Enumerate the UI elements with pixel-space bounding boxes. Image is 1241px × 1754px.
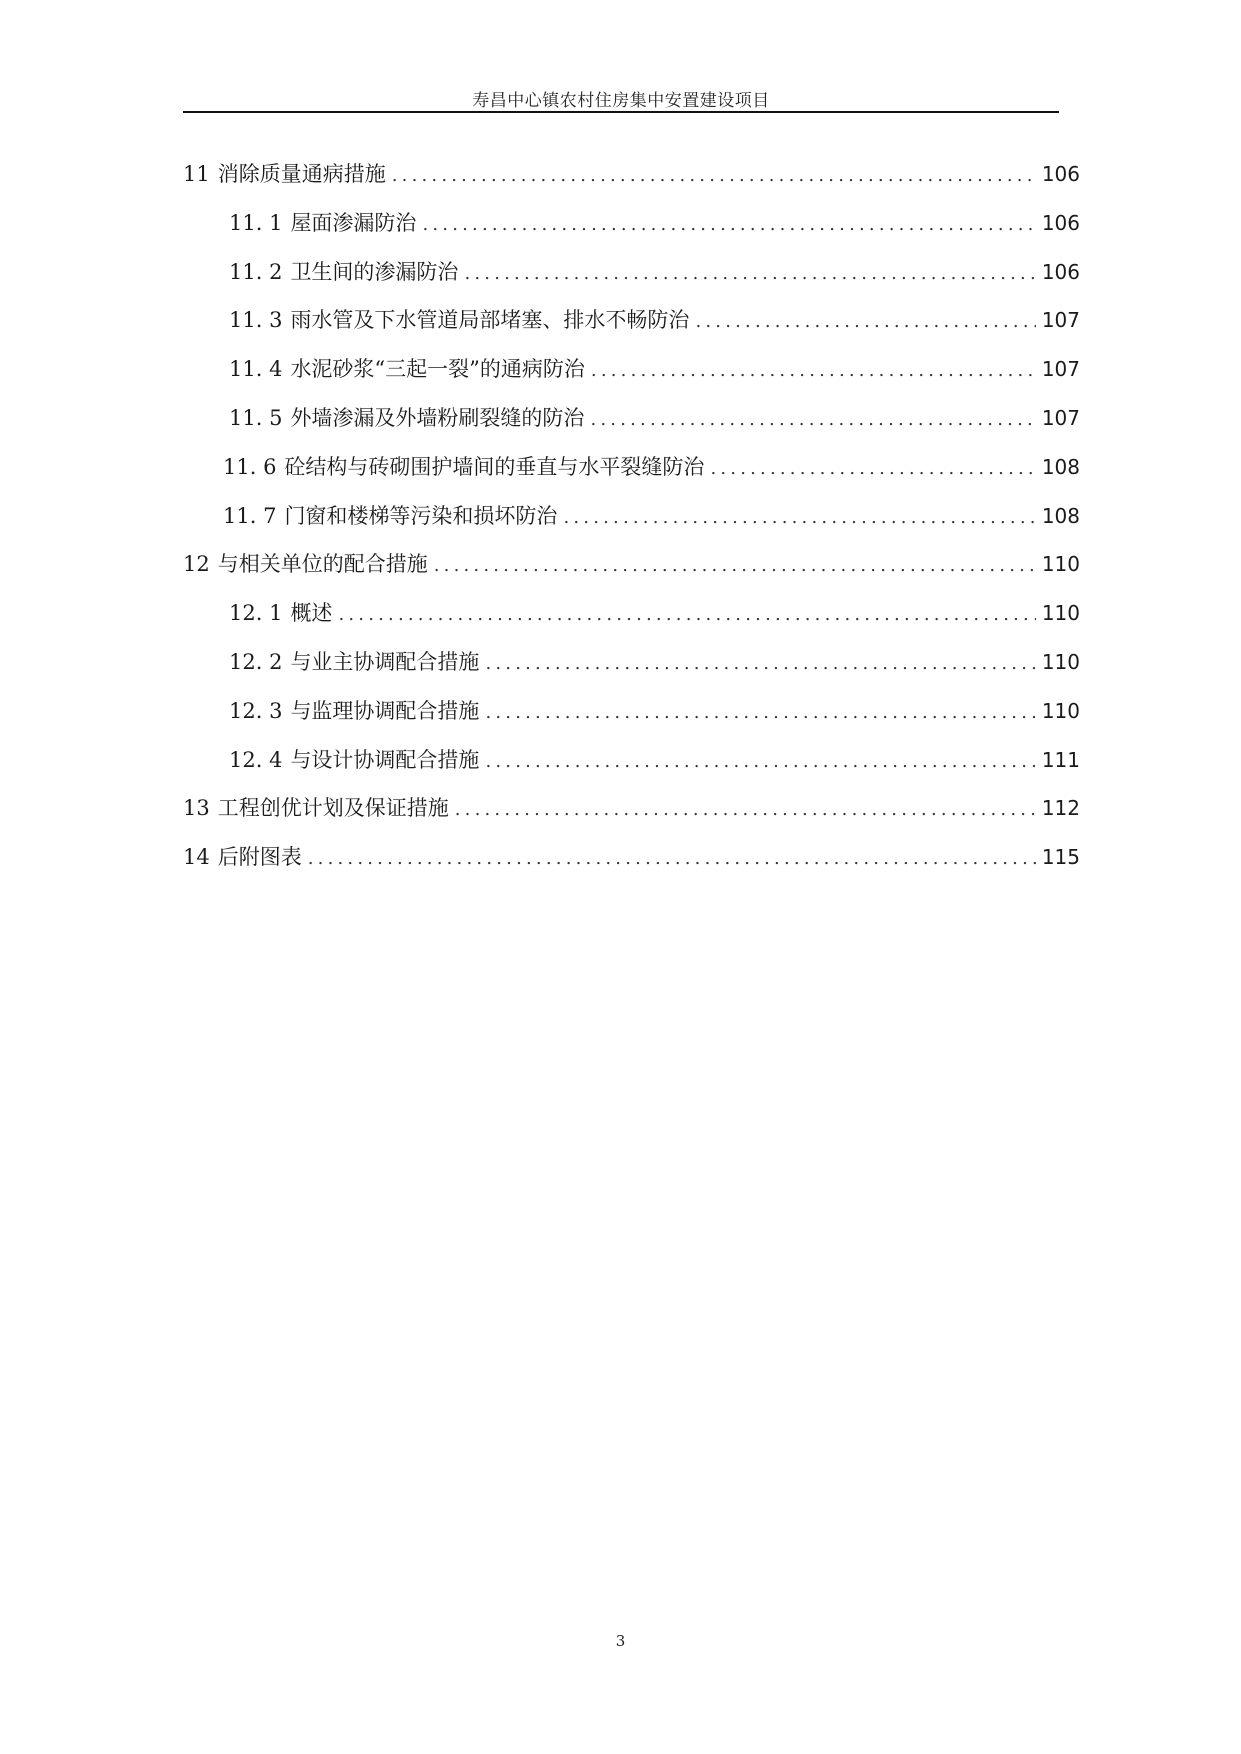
header-rule — [183, 111, 1059, 113]
toc-entry[interactable] — [183, 646, 1080, 695]
toc-entry-number: 12 — [183, 552, 210, 577]
toc-entry[interactable] — [183, 695, 1080, 744]
toc-entry-number: 12. 4 — [229, 747, 283, 772]
toc-leader-dots — [563, 507, 1035, 528]
toc-entry-page: 107 — [1041, 357, 1080, 382]
toc-entry[interactable] — [183, 158, 1080, 207]
toc-entry-number: 11. 4 — [229, 357, 283, 382]
toc-entry-number: 12. 3 — [229, 698, 283, 723]
page-header-title: 寿昌中心镇农村住房集中安置建设项目 — [472, 91, 770, 111]
toc-entry[interactable] — [183, 597, 1080, 646]
toc-leader-dots — [308, 848, 1036, 869]
toc-entry-title: 外墙渗漏及外墙粉刷裂缝的防治 — [290, 405, 585, 430]
toc-entry-number: 12. 2 — [229, 649, 283, 674]
toc-entry-page: 107 — [1041, 308, 1080, 333]
toc-entry[interactable] — [183, 548, 1080, 597]
toc-entry-number: 11. 6 — [223, 454, 277, 479]
toc-entry-title: 门窗和楼梯等污染和损坏防治 — [284, 503, 558, 528]
toc-entry-number: 11. 1 — [229, 210, 283, 235]
toc-entry[interactable] — [183, 304, 1080, 353]
toc-entry-page: 111 — [1041, 747, 1080, 772]
toc-entry-number: 11. 3 — [229, 308, 283, 333]
toc-entry-title: 水泥砂浆“三起一裂”的通病防治 — [290, 357, 585, 382]
toc-entry-title: 与监理协调配合措施 — [290, 698, 480, 723]
toc-leader-dots — [422, 214, 1035, 235]
toc-entry-page: 106 — [1041, 259, 1080, 284]
toc-entry-title: 砼结构与砖砌围护墙间的垂直与水平裂缝防治 — [284, 454, 705, 479]
toc-entry-number: 11 — [183, 162, 210, 186]
toc-entry-page: 110 — [1041, 698, 1080, 723]
toc-entry-number: 13 — [183, 796, 210, 821]
toc-leader-dots — [485, 751, 1035, 772]
toc-leader-dots — [710, 458, 1035, 479]
toc-entry-title: 屋面渗漏防治 — [290, 210, 417, 235]
toc-entry-page: 106 — [1041, 210, 1080, 235]
toc-entry-number: 11. 7 — [223, 503, 277, 528]
toc-entry-page: 110 — [1041, 601, 1080, 626]
toc-entry[interactable] — [183, 256, 1080, 305]
toc-entry-page: 108 — [1041, 503, 1080, 528]
toc-entry[interactable] — [183, 353, 1080, 402]
toc-leader-dots — [485, 702, 1035, 723]
toc-leader-dots — [338, 604, 1035, 625]
toc-entry-page: 115 — [1041, 845, 1080, 870]
toc-entry[interactable] — [183, 402, 1080, 451]
toc-entry-page: 108 — [1041, 454, 1080, 479]
toc-entry[interactable] — [183, 207, 1080, 256]
toc-leader-dots — [434, 555, 1036, 576]
toc-entry-title: 消除质量通病措施 — [217, 162, 386, 186]
toc-entry[interactable] — [183, 792, 1080, 841]
toc-entry-page: 107 — [1041, 405, 1080, 430]
toc-entry[interactable] — [183, 451, 1080, 500]
toc-entry-title: 卫生间的渗漏防治 — [290, 259, 459, 284]
toc-entry-page: 112 — [1041, 796, 1080, 821]
toc-entry-title: 概述 — [290, 601, 333, 626]
toc-entry-page: 110 — [1041, 649, 1080, 674]
table-of-contents — [183, 158, 1080, 890]
toc-entry[interactable] — [183, 744, 1080, 793]
toc-leader-dots — [392, 165, 1036, 186]
toc-leader-dots — [591, 360, 1036, 381]
toc-entry-number: 12. 1 — [229, 601, 283, 626]
toc-entry-title: 与设计协调配合措施 — [290, 747, 480, 772]
toc-entry-title: 与相关单位的配合措施 — [217, 552, 428, 577]
toc-entry-title: 后附图表 — [217, 845, 302, 870]
toc-entry-page: 110 — [1041, 552, 1080, 577]
page-number: 3 — [615, 1632, 626, 1650]
toc-entry-title: 与业主协调配合措施 — [290, 649, 480, 674]
toc-entry-number: 11. 5 — [229, 405, 283, 430]
toc-leader-dots — [464, 263, 1035, 284]
toc-entry[interactable] — [183, 500, 1080, 549]
toc-entry-number: 14 — [183, 845, 210, 870]
toc-entry-number: 11. 2 — [229, 259, 283, 284]
toc-leader-dots — [695, 311, 1035, 332]
toc-entry-page: 106 — [1041, 162, 1080, 186]
toc-leader-dots — [590, 409, 1035, 430]
toc-entry[interactable] — [183, 841, 1080, 890]
toc-leader-dots — [485, 653, 1035, 674]
toc-entry-title: 工程创优计划及保证措施 — [217, 796, 449, 821]
toc-entry-title: 雨水管及下水管道局部堵塞、排水不畅防治 — [290, 308, 690, 333]
toc-leader-dots — [455, 799, 1036, 820]
